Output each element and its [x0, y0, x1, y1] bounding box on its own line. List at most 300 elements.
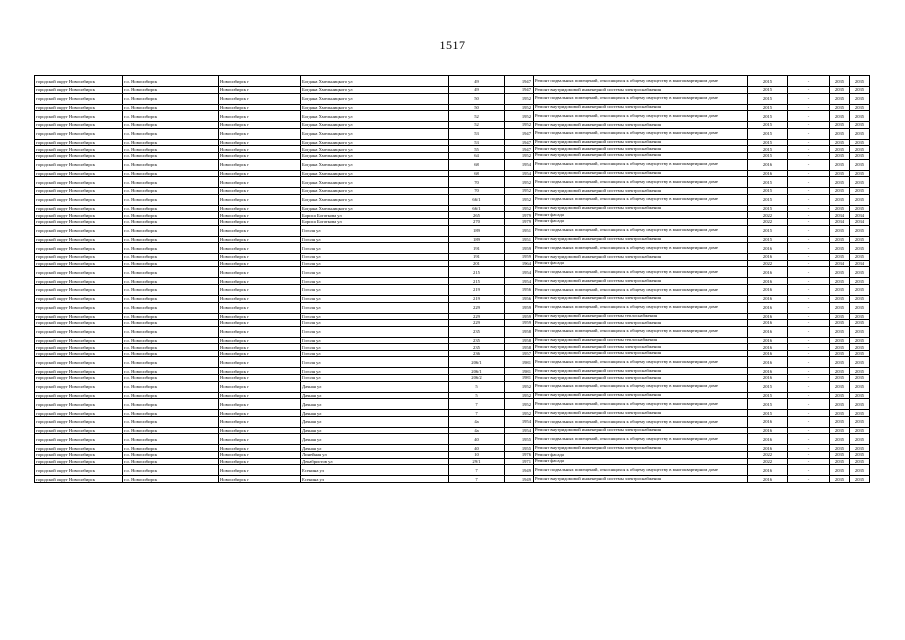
table-row	[35, 452, 870, 459]
year-built-cell: 1949	[505, 465, 534, 476]
district-cell: г.о. Новосибирск	[123, 87, 219, 94]
house-number-cell: 5	[449, 392, 505, 399]
municipality-cell: городской округ Новосибирск	[35, 267, 123, 278]
period-from-cell: 2035	[830, 476, 850, 483]
district-cell: г.о. Новосибирск	[123, 381, 219, 392]
district-cell: г.о. Новосибирск	[123, 284, 219, 295]
table-row	[35, 254, 870, 261]
district-cell: г.о. Новосибирск	[123, 427, 219, 434]
fact-year-cell: -	[788, 212, 830, 219]
city-cell: Новосибирск г	[219, 392, 301, 399]
district-cell: г.о. Новосибирск	[123, 326, 219, 337]
plan-year-cell: 2022	[748, 452, 788, 459]
district-cell: г.о. Новосибирск	[123, 458, 219, 465]
municipality-cell: городской округ Новосибирск	[35, 452, 123, 459]
city-cell: Новосибирск г	[219, 188, 301, 195]
city-cell: Новосибирск г	[219, 337, 301, 344]
city-cell: Новосибирск г	[219, 218, 301, 225]
street-cell: Богдана Хмельницкого ул	[301, 87, 449, 94]
fact-year-cell: -	[788, 357, 830, 368]
year-built-cell: 1979	[505, 212, 534, 219]
house-number-cell: 219	[449, 284, 505, 295]
plan-year-cell: 2016	[748, 350, 788, 357]
city-cell: Новосибирск г	[219, 128, 301, 139]
district-cell: г.о. Новосибирск	[123, 375, 219, 382]
table-row	[35, 465, 870, 476]
house-number-cell: 215	[449, 278, 505, 285]
house-number-cell: 189	[449, 225, 505, 236]
year-built-cell: 1981	[505, 357, 534, 368]
fact-year-cell: -	[788, 410, 830, 417]
work-type-cell: Ремонт подвальных помещений, относящихся к общему имуществу в многоквартирном доме	[534, 76, 748, 87]
plan-year-cell: 2016	[748, 295, 788, 302]
year-built-cell: 1956	[505, 295, 534, 302]
work-type-cell: Ремонт внутридомовой инженерной системы электроснабжения	[534, 236, 748, 243]
municipality-cell: городской округ Новосибирск	[35, 152, 123, 159]
fact-year-cell: -	[788, 159, 830, 170]
period-to-cell: 2035	[850, 236, 870, 243]
house-number-cell: 7	[449, 410, 505, 417]
period-to-cell: 2035	[850, 368, 870, 375]
city-cell: Новосибирск г	[219, 344, 301, 351]
house-number-cell: 68	[449, 159, 505, 170]
house-number-cell: 66/1	[449, 205, 505, 212]
house-number-cell: 49	[449, 76, 505, 87]
plan-year-cell: 2015	[748, 205, 788, 212]
work-type-cell: Ремонт внутридомовой инженерной системы электроснабжения	[534, 445, 748, 452]
table-row	[35, 350, 870, 357]
work-type-cell: Ремонт фасада	[534, 260, 748, 267]
period-to-cell: 2035	[850, 313, 870, 320]
street-cell: Богдана Хмельницкого ул	[301, 146, 449, 153]
district-cell: г.о. Новосибирск	[123, 320, 219, 327]
street-cell: Богдана Хмельницкого ул	[301, 177, 449, 188]
year-built-cell: 1952	[505, 399, 534, 410]
period-from-cell: 2035	[830, 267, 850, 278]
year-built-cell: 1952	[505, 152, 534, 159]
table-row	[35, 476, 870, 483]
house-number-cell: 40	[449, 445, 505, 452]
city-cell: Новосибирск г	[219, 76, 301, 87]
street-cell: Дачная ул	[301, 427, 449, 434]
period-to-cell: 2035	[850, 139, 870, 146]
period-from-cell: 2035	[830, 452, 850, 459]
municipality-cell: городской округ Новосибирск	[35, 337, 123, 344]
city-cell: Новосибирск г	[219, 177, 301, 188]
street-cell: Богдана Хмельницкого ул	[301, 111, 449, 122]
period-from-cell: 2035	[830, 350, 850, 357]
district-cell: г.о. Новосибирск	[123, 218, 219, 225]
house-number-cell: 53	[449, 128, 505, 139]
fact-year-cell: -	[788, 93, 830, 104]
period-to-cell: 2035	[850, 93, 870, 104]
fact-year-cell: -	[788, 302, 830, 313]
fact-year-cell: -	[788, 284, 830, 295]
district-cell: г.о. Новосибирск	[123, 188, 219, 195]
year-built-cell: 1979	[505, 218, 534, 225]
work-type-cell: Ремонт внутридомовой инженерной системы теплоснабжения	[534, 337, 748, 344]
fact-year-cell: -	[788, 205, 830, 212]
period-from-cell: 2035	[830, 236, 850, 243]
year-built-cell: 1947	[505, 146, 534, 153]
year-built-cell: 1952	[505, 410, 534, 417]
work-type-cell: Ремонт подвальных помещений, относящихся к общему имуществу в многоквартирном доме	[534, 128, 748, 139]
municipality-cell: городской округ Новосибирск	[35, 476, 123, 483]
period-from-cell: 2035	[830, 76, 850, 87]
period-from-cell: 2035	[830, 104, 850, 111]
city-cell: Новосибирск г	[219, 445, 301, 452]
house-number-cell: 4а	[449, 416, 505, 427]
municipality-cell: городской округ Новосибирск	[35, 302, 123, 313]
district-cell: г.о. Новосибирск	[123, 476, 219, 483]
year-built-cell: 1959	[505, 313, 534, 320]
municipality-cell: городской округ Новосибирск	[35, 177, 123, 188]
table-row	[35, 445, 870, 452]
year-built-cell: 1951	[505, 225, 534, 236]
house-number-cell: 219	[449, 295, 505, 302]
work-type-cell: Ремонт фасада	[534, 458, 748, 465]
street-cell: Дачная ул	[301, 399, 449, 410]
work-type-cell: Ремонт внутридомовой инженерной системы электроснабжения	[534, 188, 748, 195]
period-to-cell: 2035	[850, 159, 870, 170]
street-cell: Гоголя ул	[301, 295, 449, 302]
district-cell: г.о. Новосибирск	[123, 267, 219, 278]
table-row	[35, 212, 870, 219]
period-from-cell: 2034	[830, 212, 850, 219]
work-type-cell: Ремонт подвальных помещений, относящихся к общему имуществу в многоквартирном доме	[534, 194, 748, 205]
plan-year-cell: 2015	[748, 139, 788, 146]
fact-year-cell: -	[788, 225, 830, 236]
municipality-cell: городской округ Новосибирск	[35, 260, 123, 267]
municipality-cell: городской округ Новосибирск	[35, 399, 123, 410]
municipality-cell: городской округ Новосибирск	[35, 410, 123, 417]
street-cell: Дачная ул	[301, 410, 449, 417]
period-to-cell: 2035	[850, 128, 870, 139]
city-cell: Новосибирск г	[219, 87, 301, 94]
city-cell: Новосибирск г	[219, 350, 301, 357]
period-to-cell: 2035	[850, 267, 870, 278]
municipality-cell: городской округ Новосибирск	[35, 350, 123, 357]
fact-year-cell: -	[788, 399, 830, 410]
year-built-cell: 1956	[505, 284, 534, 295]
fact-year-cell: -	[788, 458, 830, 465]
house-number-cell: 201	[449, 260, 505, 267]
plan-year-cell: 2016	[748, 284, 788, 295]
house-number-cell: 55	[449, 146, 505, 153]
plan-year-cell: 2016	[748, 416, 788, 427]
fact-year-cell: -	[788, 381, 830, 392]
house-number-cell: 52	[449, 111, 505, 122]
city-cell: Новосибирск г	[219, 465, 301, 476]
city-cell: Новосибирск г	[219, 205, 301, 212]
period-from-cell: 2035	[830, 122, 850, 129]
house-number-cell: 68	[449, 170, 505, 177]
table-row	[35, 410, 870, 417]
district-cell: г.о. Новосибирск	[123, 170, 219, 177]
period-to-cell: 2035	[850, 445, 870, 452]
plan-year-cell: 2015	[748, 104, 788, 111]
street-cell: Гоголя ул	[301, 357, 449, 368]
plan-year-cell: 2015	[748, 128, 788, 139]
table-row	[35, 194, 870, 205]
work-type-cell: Ремонт внутридомовой инженерной системы электроснабжения	[534, 87, 748, 94]
fact-year-cell: -	[788, 218, 830, 225]
period-to-cell: 2035	[850, 320, 870, 327]
house-number-cell: 50	[449, 104, 505, 111]
table-row	[35, 218, 870, 225]
municipality-cell: городской округ Новосибирск	[35, 416, 123, 427]
district-cell: г.о. Новосибирск	[123, 152, 219, 159]
municipality-cell: городской округ Новосибирск	[35, 392, 123, 399]
table-row	[35, 392, 870, 399]
municipality-cell: городской округ Новосибирск	[35, 205, 123, 212]
fact-year-cell: -	[788, 260, 830, 267]
work-type-cell: Ремонт подвальных помещений, относящихся к общему имуществу в многоквартирном доме	[534, 177, 748, 188]
work-type-cell: Ремонт подвальных помещений, относящихся к общему имуществу в многоквартирном доме	[534, 465, 748, 476]
district-cell: г.о. Новосибирск	[123, 128, 219, 139]
plan-year-cell: 2015	[748, 225, 788, 236]
fact-year-cell: -	[788, 254, 830, 261]
year-built-cell: 1959	[505, 243, 534, 254]
street-cell: Гоголя ул	[301, 375, 449, 382]
municipality-cell: городской округ Новосибирск	[35, 236, 123, 243]
period-from-cell: 2035	[830, 302, 850, 313]
table-row	[35, 87, 870, 94]
city-cell: Новосибирск г	[219, 267, 301, 278]
house-number-cell: 236	[449, 350, 505, 357]
year-built-cell: 1976	[505, 452, 534, 459]
street-cell: Гоголя ул	[301, 302, 449, 313]
fact-year-cell: -	[788, 427, 830, 434]
period-to-cell: 2035	[850, 284, 870, 295]
fact-year-cell: -	[788, 445, 830, 452]
street-cell: Богдана Хмельницкого ул	[301, 104, 449, 111]
municipality-cell: городской округ Новосибирск	[35, 295, 123, 302]
fact-year-cell: -	[788, 194, 830, 205]
house-number-cell: 5	[449, 381, 505, 392]
period-from-cell: 2035	[830, 159, 850, 170]
house-number-cell: 235	[449, 344, 505, 351]
work-type-cell: Ремонт подвальных помещений, относящихся к общему имуществу в многоквартирном доме	[534, 381, 748, 392]
fact-year-cell: -	[788, 337, 830, 344]
district-cell: г.о. Новосибирск	[123, 434, 219, 445]
district-cell: г.о. Новосибирск	[123, 236, 219, 243]
house-number-cell: 235	[449, 326, 505, 337]
year-built-cell: 1955	[505, 434, 534, 445]
district-cell: г.о. Новосибирск	[123, 392, 219, 399]
work-type-cell: Ремонт внутридомовой инженерной системы электроснабжения	[534, 350, 748, 357]
table-row	[35, 104, 870, 111]
work-type-cell: Ремонт внутридомовой инженерной системы электроснабжения	[534, 427, 748, 434]
district-cell: г.о. Новосибирск	[123, 212, 219, 219]
house-number-cell: 70	[449, 188, 505, 195]
fact-year-cell: -	[788, 350, 830, 357]
municipality-cell: городской округ Новосибирск	[35, 122, 123, 129]
municipality-cell: городской округ Новосибирск	[35, 146, 123, 153]
street-cell: Богдана Хмельницкого ул	[301, 170, 449, 177]
work-type-cell: Ремонт подвальных помещений, относящихся к общему имуществу в многоквартирном доме	[534, 326, 748, 337]
street-cell: Дачная ул	[301, 416, 449, 427]
period-to-cell: 2035	[850, 122, 870, 129]
city-cell: Новосибирск г	[219, 368, 301, 375]
year-built-cell: 1954	[505, 159, 534, 170]
period-from-cell: 2035	[830, 93, 850, 104]
period-from-cell: 2035	[830, 284, 850, 295]
municipality-cell: городской округ Новосибирск	[35, 278, 123, 285]
table-row	[35, 399, 870, 410]
city-cell: Новосибирск г	[219, 452, 301, 459]
table-row	[35, 357, 870, 368]
street-cell: Богдана Хмельницкого ул	[301, 159, 449, 170]
period-from-cell: 2035	[830, 392, 850, 399]
period-to-cell: 2034	[850, 218, 870, 225]
table-row	[35, 278, 870, 285]
period-to-cell: 2035	[850, 111, 870, 122]
fact-year-cell: -	[788, 236, 830, 243]
year-built-cell: 1952	[505, 205, 534, 212]
table-row	[35, 122, 870, 129]
fact-year-cell: -	[788, 267, 830, 278]
period-from-cell: 2035	[830, 111, 850, 122]
municipality-cell: городской округ Новосибирск	[35, 381, 123, 392]
street-cell: Бориса Богаткова ул	[301, 218, 449, 225]
table-row	[35, 368, 870, 375]
year-built-cell: 1958	[505, 344, 534, 351]
district-cell: г.о. Новосибирск	[123, 368, 219, 375]
street-cell: Гоголя ул	[301, 320, 449, 327]
house-number-cell: 64	[449, 152, 505, 159]
house-number-cell: 7	[449, 399, 505, 410]
district-cell: г.о. Новосибирск	[123, 295, 219, 302]
period-from-cell: 2035	[830, 399, 850, 410]
period-from-cell: 2035	[830, 225, 850, 236]
district-cell: г.о. Новосибирск	[123, 139, 219, 146]
year-built-cell: 1952	[505, 93, 534, 104]
work-type-cell: Ремонт подвальных помещений, относящихся к общему имуществу в многоквартирном доме	[534, 416, 748, 427]
plan-year-cell: 2015	[748, 122, 788, 129]
plan-year-cell: 2016	[748, 254, 788, 261]
year-built-cell: 1958	[505, 337, 534, 344]
fact-year-cell: -	[788, 152, 830, 159]
street-cell: Дачная ул	[301, 381, 449, 392]
street-cell: Гоголя ул	[301, 313, 449, 320]
city-cell: Новосибирск г	[219, 458, 301, 465]
table-row	[35, 177, 870, 188]
period-from-cell: 2035	[830, 243, 850, 254]
work-type-cell: Ремонт внутридомовой инженерной системы электроснабжения	[534, 254, 748, 261]
plan-year-cell: 2016	[748, 159, 788, 170]
fact-year-cell: -	[788, 104, 830, 111]
district-cell: г.о. Новосибирск	[123, 122, 219, 129]
municipality-cell: городской округ Новосибирск	[35, 225, 123, 236]
fact-year-cell: -	[788, 375, 830, 382]
street-cell: Богдана Хмельницкого ул	[301, 152, 449, 159]
street-cell: Гоголя ул	[301, 267, 449, 278]
city-cell: Новосибирск г	[219, 225, 301, 236]
house-number-cell: 270	[449, 218, 505, 225]
street-cell: Богдана Хмельницкого ул	[301, 128, 449, 139]
fact-year-cell: -	[788, 146, 830, 153]
city-cell: Новосибирск г	[219, 326, 301, 337]
year-built-cell: 1959	[505, 302, 534, 313]
fact-year-cell: -	[788, 243, 830, 254]
municipality-cell: городской округ Новосибирск	[35, 139, 123, 146]
fact-year-cell: -	[788, 344, 830, 351]
table-row	[35, 320, 870, 327]
house-number-cell: 49	[449, 87, 505, 94]
period-to-cell: 2035	[850, 104, 870, 111]
plan-year-cell: 2022	[748, 212, 788, 219]
period-to-cell: 2035	[850, 295, 870, 302]
period-to-cell: 2035	[850, 357, 870, 368]
district-cell: г.о. Новосибирск	[123, 416, 219, 427]
city-cell: Новосибирск г	[219, 278, 301, 285]
municipality-cell: городской округ Новосибирск	[35, 188, 123, 195]
plan-year-cell: 2016	[748, 375, 788, 382]
fact-year-cell: -	[788, 188, 830, 195]
plan-year-cell: 2016	[748, 313, 788, 320]
city-cell: Новосибирск г	[219, 434, 301, 445]
period-to-cell: 2035	[850, 76, 870, 87]
fact-year-cell: -	[788, 278, 830, 285]
fact-year-cell: -	[788, 368, 830, 375]
period-from-cell: 2035	[830, 320, 850, 327]
street-cell: Богдана Хмельницкого ул	[301, 93, 449, 104]
city-cell: Новосибирск г	[219, 260, 301, 267]
fact-year-cell: -	[788, 76, 830, 87]
work-type-cell: Ремонт внутридомовой инженерной системы электроснабжения	[534, 375, 748, 382]
house-number-cell: 235	[449, 337, 505, 344]
municipality-cell: городской округ Новосибирск	[35, 254, 123, 261]
district-cell: г.о. Новосибирск	[123, 302, 219, 313]
work-type-cell: Ремонт подвальных помещений, относящихся к общему имуществу в многоквартирном доме	[534, 284, 748, 295]
fact-year-cell: -	[788, 465, 830, 476]
municipality-cell: городской округ Новосибирск	[35, 313, 123, 320]
house-number-cell: 53	[449, 139, 505, 146]
table-row	[35, 243, 870, 254]
house-number-cell: 191	[449, 254, 505, 261]
period-to-cell: 2035	[850, 427, 870, 434]
table-row	[35, 170, 870, 177]
municipality-cell: городской округ Новосибирск	[35, 427, 123, 434]
year-built-cell: 1957	[505, 350, 534, 357]
period-to-cell: 2035	[850, 243, 870, 254]
period-to-cell: 2035	[850, 458, 870, 465]
period-from-cell: 2035	[830, 375, 850, 382]
period-to-cell: 2035	[850, 399, 870, 410]
municipality-cell: городской округ Новосибирск	[35, 170, 123, 177]
period-from-cell: 2035	[830, 381, 850, 392]
fact-year-cell: -	[788, 87, 830, 94]
street-cell: Есенина ул	[301, 465, 449, 476]
fact-year-cell: -	[788, 392, 830, 399]
fact-year-cell: -	[788, 128, 830, 139]
table-row	[35, 225, 870, 236]
city-cell: Новосибирск г	[219, 284, 301, 295]
year-built-cell: 1954	[505, 278, 534, 285]
period-from-cell: 2035	[830, 434, 850, 445]
work-type-cell: Ремонт внутридомовой инженерной системы электроснабжения	[534, 320, 748, 327]
table-row	[35, 76, 870, 87]
fact-year-cell: -	[788, 139, 830, 146]
period-from-cell: 2034	[830, 260, 850, 267]
municipality-cell: городской округ Новосибирск	[35, 320, 123, 327]
street-cell: Есенина ул	[301, 476, 449, 483]
period-to-cell: 2035	[850, 476, 870, 483]
city-cell: Новосибирск г	[219, 212, 301, 219]
plan-year-cell: 2016	[748, 326, 788, 337]
period-from-cell: 2035	[830, 139, 850, 146]
